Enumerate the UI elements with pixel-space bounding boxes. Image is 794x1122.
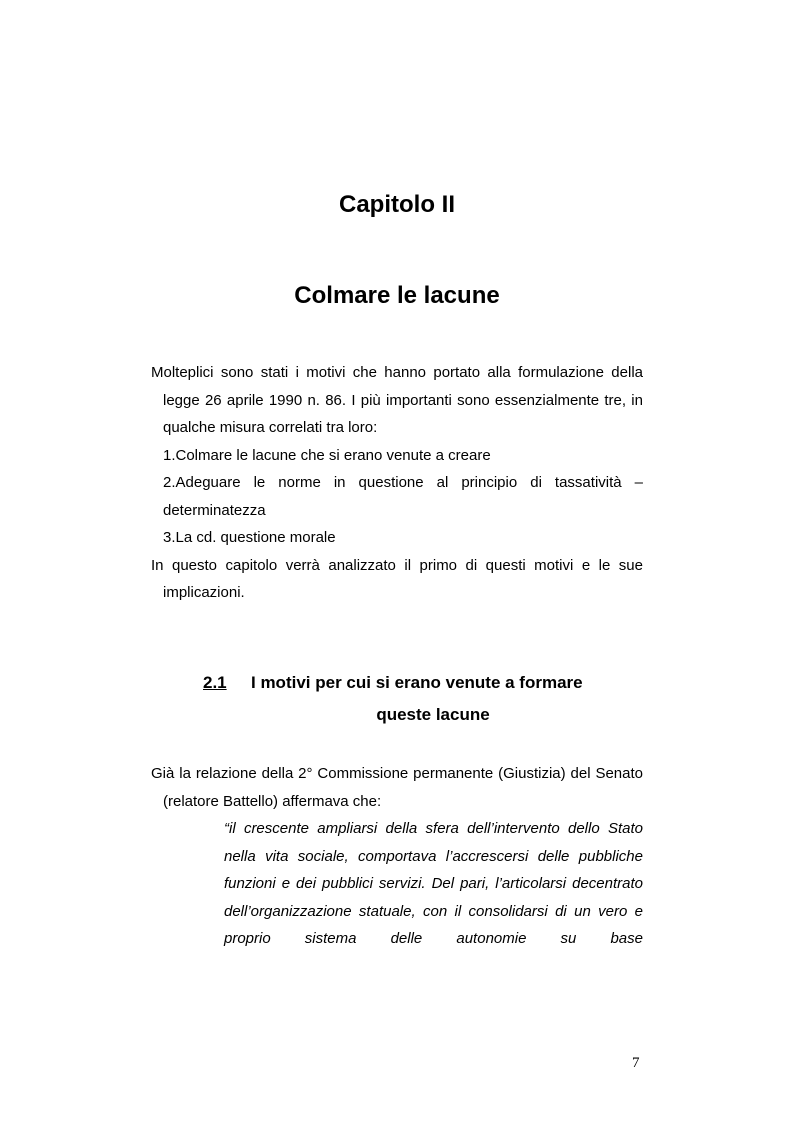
section-title-line2: queste lacune [376,705,490,724]
block-quote: “il crescente ampliarsi della sfera dell’intervento dello Stato nella vita sociale, comportava l’accrescersi delle pubbliche funzioni e dei pubblici servizi. Del pari, l’articolarsi decentrato dell’organizzazione statuale, con il consolidarsi di un vero e proprio sistema delle autonomie su base [224,820,643,947]
section-number: 2.1 [203,673,227,692]
closing-paragraph: In questo capitolo verrà analizzato il primo di questi motivi e le sue implicazioni. [151,556,643,601]
list-item: 3.La cd. questione morale [163,529,336,546]
page-number: 7 [632,1055,640,1071]
section-body [151,760,643,815]
chapter-title: Colmare le lacune [294,282,500,309]
section-title-line1: I motivi per cui si erano venute a formare [251,673,583,692]
section-paragraph: Già la relazione della 2° Commissione permanente (Giustizia) del Senato (relatore Battello) affermava che: [151,765,643,810]
list-item: 2.Adeguare le norme in questione al principio di tassatività – determinatezza [163,474,643,519]
list-item: 1.Colmare le lacune che si erano venute a creare [163,446,491,464]
intro-block [151,359,643,607]
chapter-label: Capitolo II [339,191,455,218]
intro-paragraph: Molteplici sono stati i motivi che hanno portato alla formulazione della legge 26 aprile 1990 n. 86. I più importanti sono essenzialmente tre, in qualche misura correlati tra loro: [151,364,643,436]
